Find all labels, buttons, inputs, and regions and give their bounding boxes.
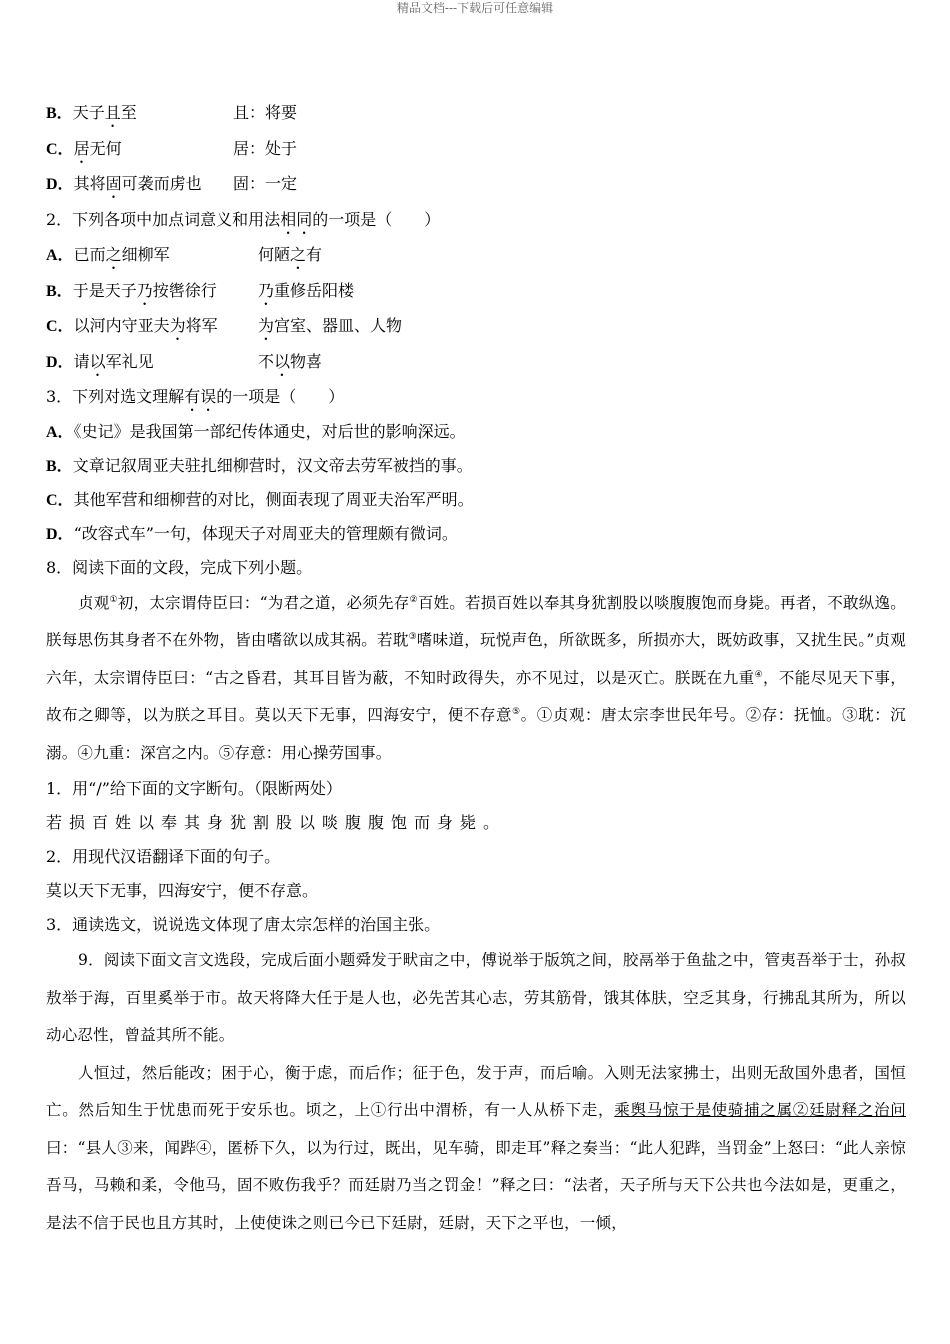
q3-option-c xyxy=(46,483,906,517)
q8-title: 8．阅读下面的文段，完成下列小题。 xyxy=(46,557,313,577)
option-text: 宫室、器皿、人物 xyxy=(274,316,403,335)
passage-text: 。①贞观：唐太宗李世民年号。②存：抚恤。③耽：沉溺。④九重：深宫之内。⑤存意：用心操劳国事。 xyxy=(46,706,906,762)
option-label: A． xyxy=(46,247,74,264)
document-body xyxy=(46,95,906,1242)
gloss: 固：一定 xyxy=(233,174,298,193)
q8-subquestion-3: 3．通读选文，说说选文体现了唐太宗怎样的治国主张。 xyxy=(46,915,441,934)
q9-title: 9．阅读下面文言文选段，完成后面小题 xyxy=(78,951,356,969)
option-text: 无何 xyxy=(89,138,122,158)
option-text: 可袭而虏也 xyxy=(121,174,202,193)
option-text: 按辔徐行 xyxy=(152,280,217,300)
stem-text: 的一项是（ ） xyxy=(216,387,345,406)
option-label: D． xyxy=(46,525,74,543)
q3-option-a xyxy=(46,415,906,449)
underlined-sentence: 乘舆马惊于是使骑捕之属②廷尉释之治问 xyxy=(614,1101,906,1119)
option-text: 物喜 xyxy=(290,351,323,371)
option-text: 细柳军 xyxy=(121,245,170,264)
stem-text: 3．下列对选文理解 xyxy=(46,387,185,406)
passage-text: ，不能尽见天下事，故布之卿等，以为朕之耳目。莫以天下无事，四海安宁，便不存意 xyxy=(46,668,906,724)
q8-passage xyxy=(46,585,906,773)
option-label: B． xyxy=(46,457,73,475)
option-text: 天子 xyxy=(72,103,105,122)
q8-subquestion-1-text: 若损百姓以奉其身犹割股以啖腹腹饱而身毙。 xyxy=(46,813,507,832)
dotted-word: 以 xyxy=(274,351,291,371)
passage-text: 嗜味道，玩悦声色，所欲既多，所损亦大，既妨政事，又扰生民。”贞观六年，太宗谓侍臣曰：“古之昏君，其耳目皆为蔽，不知时政得失，亦不见过，以是灭亡。朕既在九重 xyxy=(46,631,906,687)
option-text: 其将 xyxy=(73,174,106,193)
q1-option-d xyxy=(46,166,906,202)
option-text: 请 xyxy=(73,351,90,371)
q2-option-b xyxy=(46,273,906,309)
passage-text: 初，太宗谓侍臣曰：“为君之道，必须先存 xyxy=(117,593,410,612)
passage-text: 人恒过，然后能改；困于心，衡于虑，而后作；征于色，发于声，而后喻。入则无法家拂士，出则无敌国外患者，国恒亡。然后知生于忧患而死于安乐也。顷之，上①行出中渭桥，有一人从桥下走， xyxy=(46,1063,906,1119)
stem-text: 的一项是（ ） xyxy=(312,209,441,229)
passage-text: 百姓。若损百姓以奉其身犹割股以啖腹腹饱而身毙。再者，不敢纵逸。朕每思伤其身者不在外物，皆由嗜欲以成其祸。若耽 xyxy=(46,593,906,649)
q2-option-c xyxy=(46,308,906,344)
q3-option-b xyxy=(46,449,906,483)
option-text: 不 xyxy=(258,351,275,371)
option-text: 《史记》是我国第一部纪传体通史，对后世的影响深远。 xyxy=(73,421,466,441)
page-header: 精品文档---下载后可任意编辑 xyxy=(396,1,554,15)
option-text: 军礼见 xyxy=(105,351,154,371)
gloss: 且：将要 xyxy=(233,103,298,122)
footnote-mark: ③ xyxy=(408,631,417,642)
q9-passage-2 xyxy=(46,1055,906,1243)
dotted-word: 居 xyxy=(73,138,90,158)
q2-option-a xyxy=(46,237,906,273)
option-label: A． xyxy=(46,423,74,441)
q8-subquestion-2-text: 莫以天下无事，四海安宁，便不存意。 xyxy=(46,881,319,900)
dotted-word: 之 xyxy=(105,245,122,264)
option-text: 何陋 xyxy=(258,245,291,264)
q8-subquestion-2: 2．用现代汉语翻译下面的句子。 xyxy=(46,847,281,866)
option-label: C． xyxy=(46,318,74,335)
passage-text: 贞观 xyxy=(78,593,110,612)
dotted-word: 且 xyxy=(104,103,121,122)
option-label: C． xyxy=(46,491,74,509)
gloss: 居：处于 xyxy=(233,138,298,158)
q3-option-d xyxy=(46,517,906,551)
passage-text: 曰：“县人③来，闻跸④，匿桥下久，以为行过，既出，见车骑，即走耳”释之奏当：“此人犯跸，当罚金”上怒曰：“此人亲惊吾马，马赖和柔，令他马，固不败伤我乎？而廷尉乃当之罚金！”释之曰：“法者，天子所与天下公共也今法如是，更重之，是法不信于民也且方其时，上使使诛之则已今已下廷尉，廷尉，天下之平也，一倾， xyxy=(46,1138,906,1232)
option-text: 文章记叙周亚夫驻扎细柳营时，汉文帝去劳军被挡的事。 xyxy=(72,455,473,475)
option-text: 已而 xyxy=(73,245,106,264)
dotted-word: 固 xyxy=(105,174,122,193)
dotted-word: 乃 xyxy=(136,280,153,300)
stem-text: 2．下列各项中加点词意义和用法 xyxy=(46,209,281,229)
dotted-word: 之 xyxy=(290,245,307,264)
dotted-word: 乃 xyxy=(258,280,275,300)
q9-passage xyxy=(46,942,906,1055)
dotted-word: 相同 xyxy=(280,209,313,229)
option-text: 其他军营和细柳营的对比，侧面表现了周亚夫治军严明。 xyxy=(73,489,474,509)
q8-subquestion-1: 1．用“/”给下面的文字断句。（限断两处） xyxy=(46,779,342,798)
option-text: “改容式车”一句，体现天子对周亚夫的管理颇有微词。 xyxy=(73,523,458,543)
q2-option-d xyxy=(46,344,906,380)
option-label: B． xyxy=(46,105,73,122)
q1-option-c xyxy=(46,131,906,167)
dotted-word: 以 xyxy=(89,351,106,371)
footnote-mark: ④ xyxy=(754,669,763,680)
q2-stem xyxy=(46,202,906,238)
option-text: 重修岳阳楼 xyxy=(274,280,355,300)
option-label: B． xyxy=(46,282,73,300)
footnote-mark: ② xyxy=(409,594,418,605)
dotted-word: 为 xyxy=(258,316,275,335)
q3-stem xyxy=(46,379,906,415)
option-label: D． xyxy=(46,176,74,193)
option-label: D． xyxy=(46,353,74,371)
option-text: 至 xyxy=(120,103,137,122)
option-text: 于是天子 xyxy=(72,280,137,300)
q1-option-b xyxy=(46,95,906,131)
option-label: C． xyxy=(46,140,74,158)
passage-text: 舜发于畎亩之中，傅说举于版筑之间，胶鬲举于鱼盐之中，管夷吾举于士，孙叔敖举于海，百里奚举于市。故天将降大任于是人也，必先苦其心志，劳其筋骨，饿其体肤，空乏其身，行拂乱其所为，所以动心忍性，曾益其所不能。 xyxy=(46,951,906,1044)
dotted-word: 有误 xyxy=(184,387,217,406)
footnote-mark: ⑤ xyxy=(512,706,521,717)
option-text: 将军 xyxy=(185,316,218,335)
option-text: 以河内守亚夫 xyxy=(73,316,170,335)
footnote-mark: ① xyxy=(109,594,118,605)
option-text: 有 xyxy=(306,245,323,264)
dotted-word: 为 xyxy=(169,316,186,335)
